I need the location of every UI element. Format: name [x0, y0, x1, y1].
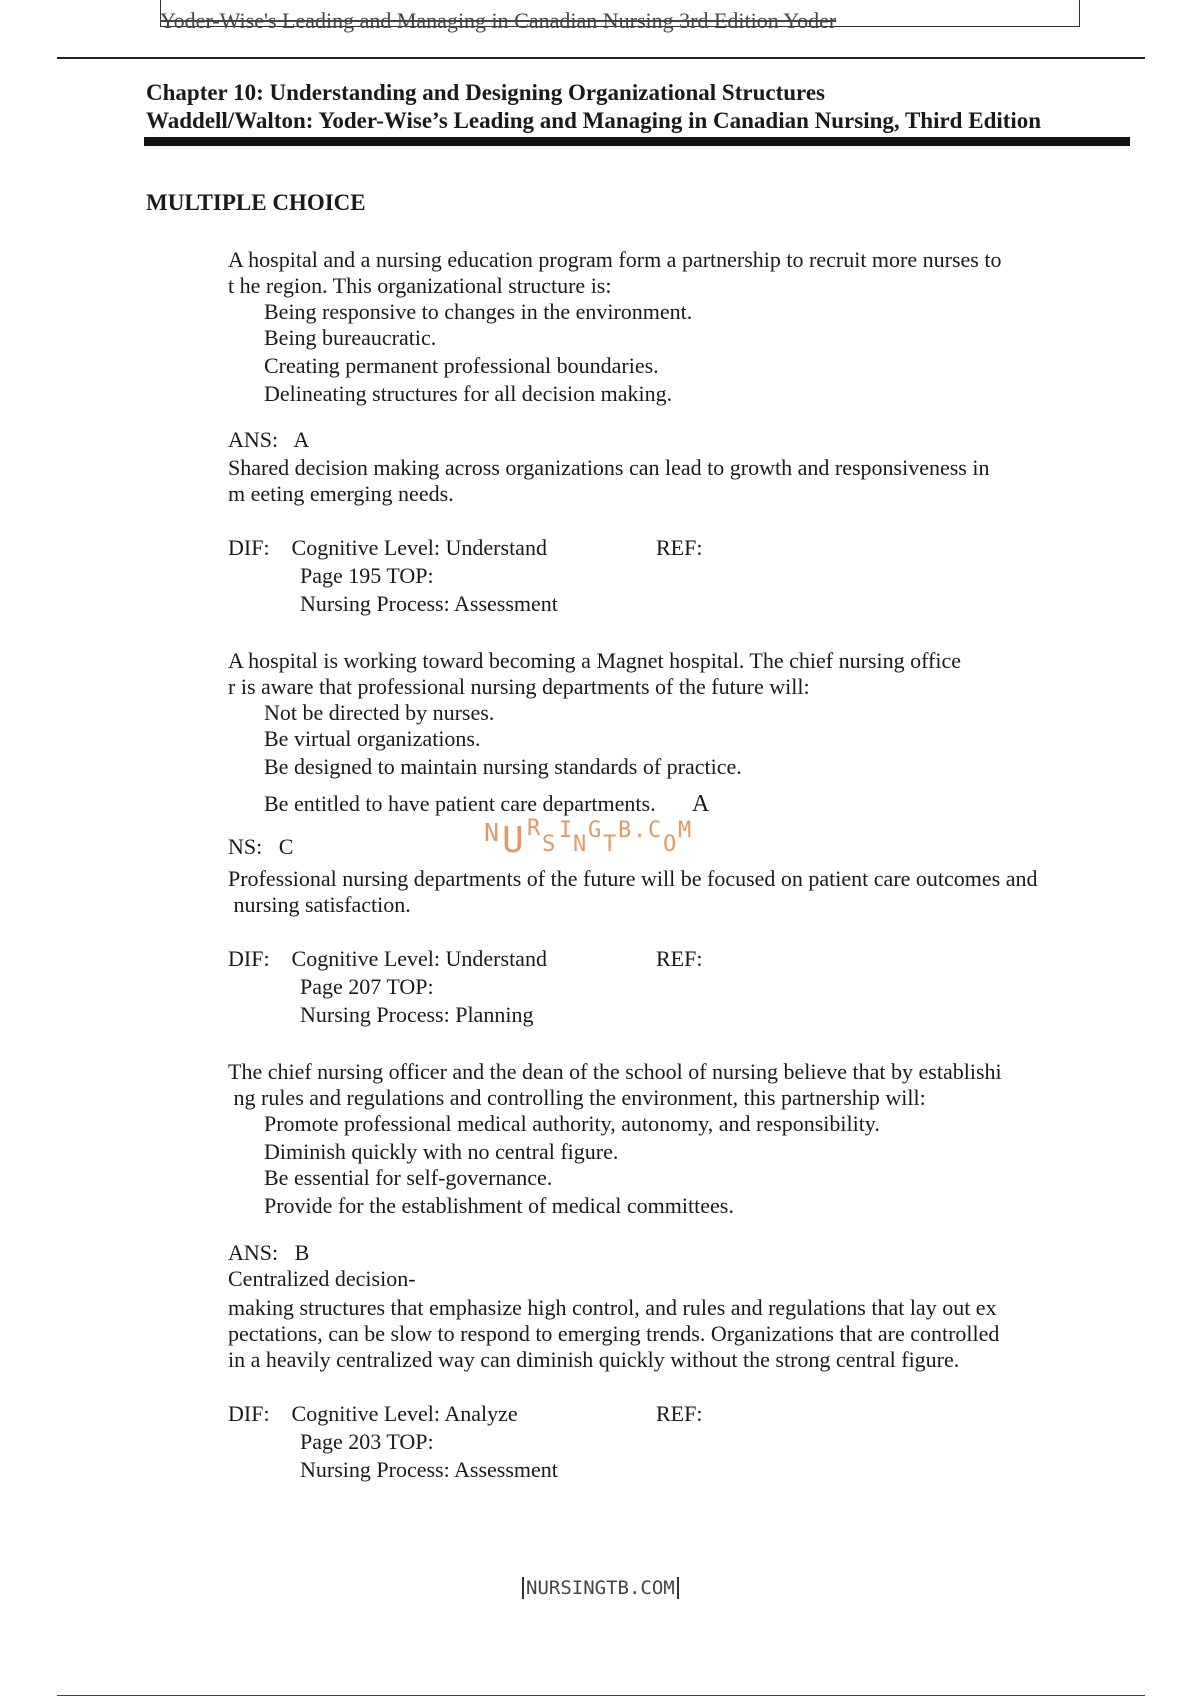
watermark-letter: M	[678, 818, 692, 843]
answer-option: Being responsive to changes in the environment.	[264, 299, 693, 324]
book-title: Waddell/Walton: Yoder-Wise’s Leading and Managing in Canadian Nursing, Third Edition	[146, 108, 1042, 133]
watermark-letter: N	[573, 832, 587, 857]
rationale-line: m eeting emerging needs.	[228, 481, 454, 506]
footer-site-link[interactable]: NURSINGTB.COM	[522, 1577, 679, 1599]
watermark-letter: G	[588, 818, 602, 843]
answer-option: Promote professional medical authority, autonomy, and responsibility.	[264, 1111, 880, 1136]
rationale-line: Professional nursing departments of the future will be focused on patient care outcomes and	[228, 866, 1038, 891]
answer-key: NS: C	[228, 834, 294, 859]
watermark-letter: O	[663, 832, 677, 857]
difficulty-level: DIF: Cognitive Level: Understand	[228, 535, 547, 560]
watermark-letter: C	[648, 818, 662, 843]
chapter-title: Chapter 10: Understanding and Designing Organizational Structures	[146, 80, 825, 105]
difficulty-level: DIF: Cognitive Level: Analyze	[228, 1401, 518, 1426]
answer-option: Delineating structures for all decision making.	[264, 381, 673, 406]
question-stem-line: A hospital and a nursing education program form a partnership to recruit more nurses to	[228, 247, 1002, 272]
question-stem-line: t he region. This organizational structure is:	[228, 273, 612, 298]
watermark-nursingtb	[484, 816, 744, 861]
rationale-line: Shared decision making across organizations can lead to growth and responsiveness in	[228, 455, 990, 480]
watermark-letter: S	[542, 832, 556, 857]
page-reference: Page 207 TOP:	[300, 974, 434, 999]
bottom-divider	[57, 1695, 1145, 1696]
heading-underline-bar	[144, 137, 1130, 146]
answer-option: Being bureaucratic.	[264, 325, 437, 350]
answer-option: Be entitled to have patient care departments.	[264, 791, 656, 816]
top-divider	[57, 57, 1145, 59]
answer-option: Creating permanent professional boundaries.	[264, 353, 659, 378]
question-stem-line: ng rules and regulations and controlling the environment, this partnership will:	[228, 1085, 926, 1110]
watermark-letter: R	[527, 816, 541, 841]
rationale-line: pectations, can be slow to respond to emerging trends. Organizations that are controlled	[228, 1321, 1000, 1346]
section-title: MULTIPLE CHOICE	[146, 190, 366, 215]
reference-label: REF:	[656, 1401, 703, 1426]
answer-option: Be essential for self-governance.	[264, 1165, 553, 1190]
nursing-process: Nursing Process: Assessment	[300, 591, 558, 616]
watermark-letter: B	[618, 818, 632, 843]
watermark-letter: I	[559, 818, 573, 843]
answer-option: Be designed to maintain nursing standards of practice.	[264, 754, 742, 779]
rationale-line: Centralized decision-	[228, 1266, 416, 1291]
rationale-line: making structures that emphasize high control, and rules and regulations that lay out ex	[228, 1295, 997, 1320]
watermark-letter: U	[502, 820, 524, 861]
answer-option: Be virtual organizations.	[264, 726, 481, 751]
question-stem-line: A hospital is working toward becoming a Magnet hospital. The chief nursing office	[228, 648, 961, 673]
answer-option: Diminish quickly with no central figure.	[264, 1139, 619, 1164]
watermark-letter: N	[484, 818, 500, 847]
answer-option: Provide for the establishment of medical committees.	[264, 1193, 734, 1218]
document-top-title: Yoder-Wise's Leading and Managing in Canadian Nursing 3rd Edition Yoder	[160, 8, 837, 33]
answer-prefix: A	[692, 791, 710, 817]
nursing-process: Nursing Process: Planning	[300, 1002, 534, 1027]
question-stem-line: r is aware that professional nursing departments of the future will:	[228, 674, 810, 699]
watermark-letter: .	[633, 818, 647, 843]
answer-option: Not be directed by nurses.	[264, 700, 495, 725]
rationale-line: nursing satisfaction.	[228, 892, 411, 917]
reference-label: REF:	[656, 535, 703, 560]
watermark-letter: T	[603, 832, 617, 857]
difficulty-level: DIF: Cognitive Level: Understand	[228, 946, 547, 971]
answer-key: ANS: A	[228, 427, 310, 452]
answer-key: ANS: B	[228, 1240, 310, 1265]
page-reference: Page 203 TOP:	[300, 1429, 434, 1454]
reference-label: REF:	[656, 946, 703, 971]
nursing-process: Nursing Process: Assessment	[300, 1457, 558, 1482]
rationale-line: in a heavily centralized way can diminish quickly without the strong central figure.	[228, 1347, 960, 1372]
question-stem-line: The chief nursing officer and the dean of the school of nursing believe that by establishi	[228, 1059, 1002, 1084]
page-reference: Page 195 TOP:	[300, 563, 434, 588]
